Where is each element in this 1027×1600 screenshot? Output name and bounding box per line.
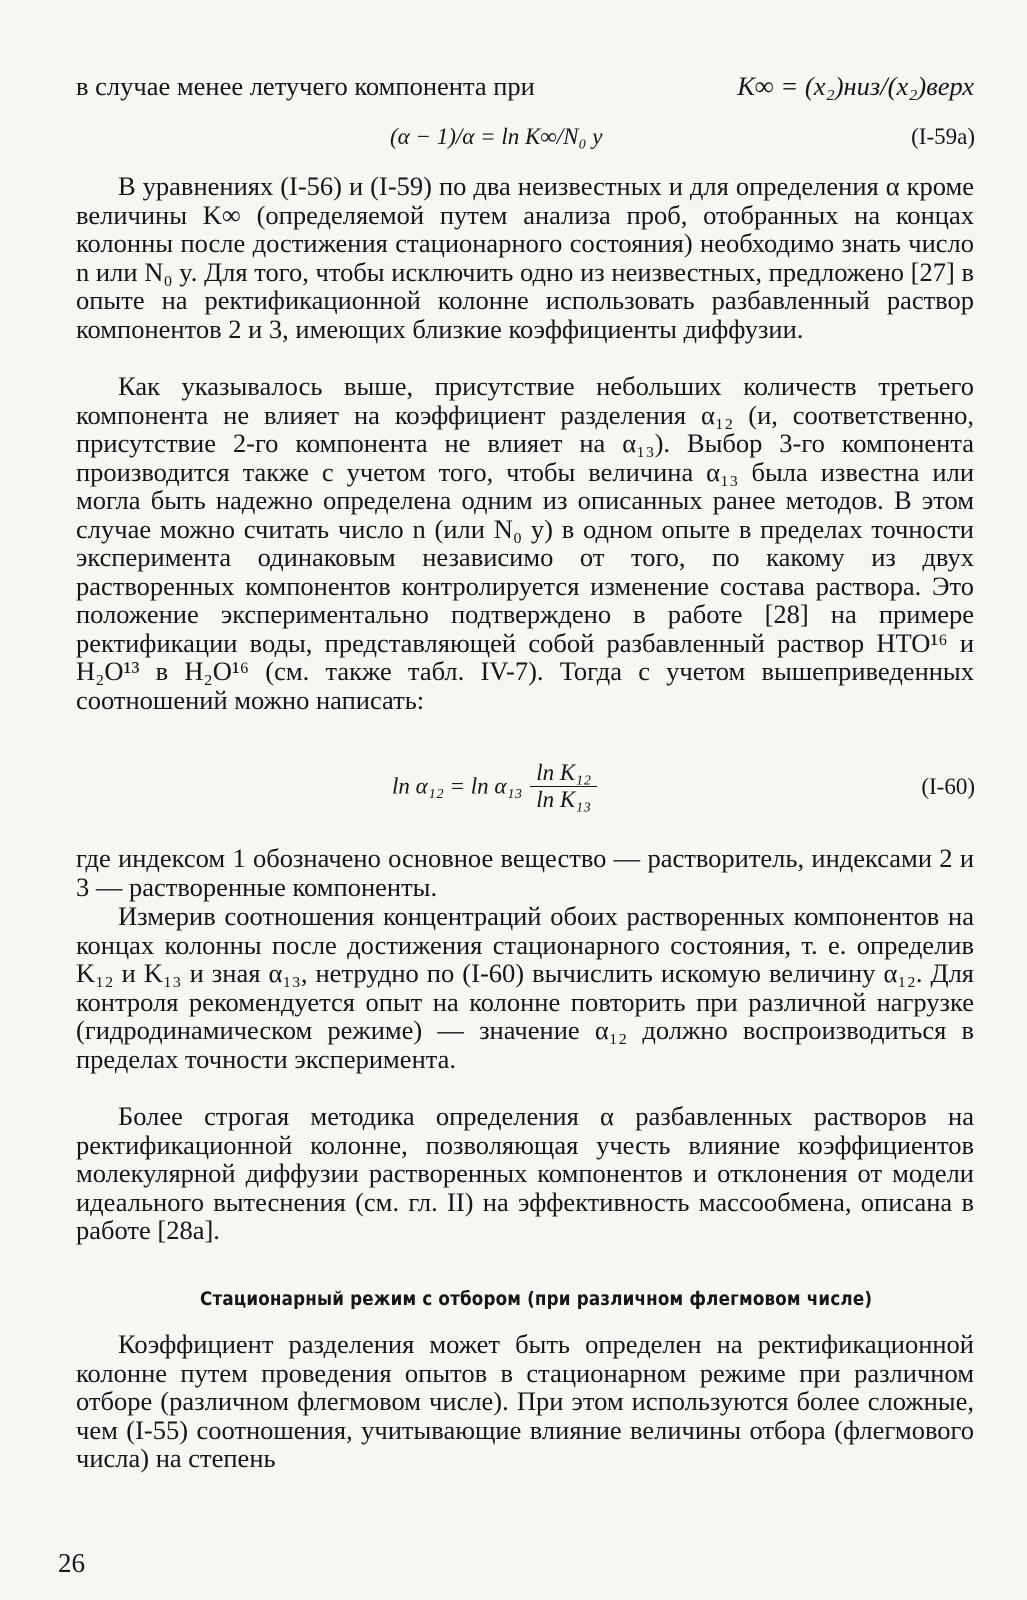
paragraph-4: Измерив соотношения концентраций обоих растворенных компонентов на концах колонны после достижения стационарного состояния, т. е. определив K₁₂ и K₁₃ и зная α₁₃, нетрудно по (I-60) вычислить искомую величину α₁₂. Для контроля рекомендуется опыт на колонне повторить при различной нагрузке (гидродинамическом режиме) — значение α₁₂ должно воспроизводиться в пределах точности эксперимента.	[76, 901, 974, 1074]
top-line-text: в случае менее летучего компонента при	[76, 71, 535, 101]
equation-59a	[0, 124, 1027, 154]
equation-60-numerator: ln K₁₂	[530, 760, 597, 787]
equation-60-number: (I-60)	[921, 774, 975, 799]
equation-60	[0, 760, 1027, 820]
equation-60-denominator: ln K₁₃	[536, 787, 592, 812]
top-line-formula: K∞ = (x₂)низ/(x₂)верх	[737, 71, 974, 101]
equation-60-left: ln α₁₂ = ln α₁₃	[392, 773, 523, 799]
paragraph-5: Более строгая методика определения α разбавленных растворов на ректификационной колонне, позволяющая учесть влияние коэффициентов молекулярной диффузии растворенных компонентов и отклонения от модели идеального вытеснения (см. гл. II) на эффективность массообмена, описана в работе [28а].	[76, 1101, 974, 1245]
paragraph-6: Коэффициент разделения может быть определен на ректификационной колонне путем проведения опытов в стационарном режиме при различном отборе (различном флегмовом числе). При этом используются более сложные, чем (I-55) соотношения, учитывающие влияние величины отбора (флегмового числа) на степень	[76, 1329, 974, 1473]
top-line	[76, 72, 974, 101]
equation-60-fraction	[530, 760, 597, 813]
section-heading: Стационарный режим с отбором (при различном флегмовом числе)	[200, 1288, 873, 1310]
equation-59a-number: (I-59а)	[911, 124, 975, 149]
paragraph-2: Как указывалось выше, присутствие небольших количеств третьего компонента не влияет на коэффициент разделения α₁₂ (и, соответственно, присутствие 2-го компонента не влияет на α₁₃). Выбор 3-го компонента производится также с учетом того, чтобы величина α₁₃ была известна или могла быть надежно определена одним из описанных ранее методов. В этом случае можно считать число n (или N₀ y) в одном опыте в пределах точности эксперимента одинаковым независимо от того, по какому из двух растворенных компонентов контролируется изменение состава раствора. Это положение экспериментально подтверждено в работе [28] на примере ректификации воды, представляющей собой разбавленный раствор HTO¹⁶ и H₂O¹³ в H₂O¹⁶ (см. также табл. IV-7). Тогда с учетом вышеприведенных соотношений можно написать:	[76, 371, 974, 715]
paragraph-3: где индексом 1 обозначено основное вещество — растворитель, индексами 2 и 3 — растворенные компоненты.	[76, 843, 974, 902]
page-number: 26	[58, 1548, 85, 1578]
paragraph-1: В уравнениях (I-56) и (I-59) по два неизвестных и для определения α кроме величины K∞ (определяемой путем анализа проб, отобранных на концах колонны после достижения стационарного состояния) необходимо знать число n или N₀ y. Для того, чтобы исключить одно из неизвестных, предложено [27] в опыте на ректификационной колонне использовать разбавленный раствор компонентов 2 и 3, имеющих близкие коэффициенты диффузии.	[76, 171, 974, 344]
equation-59a-formula: (α − 1)/α = ln K∞/N₀ y	[390, 124, 603, 149]
equation-60-formula	[392, 760, 597, 813]
